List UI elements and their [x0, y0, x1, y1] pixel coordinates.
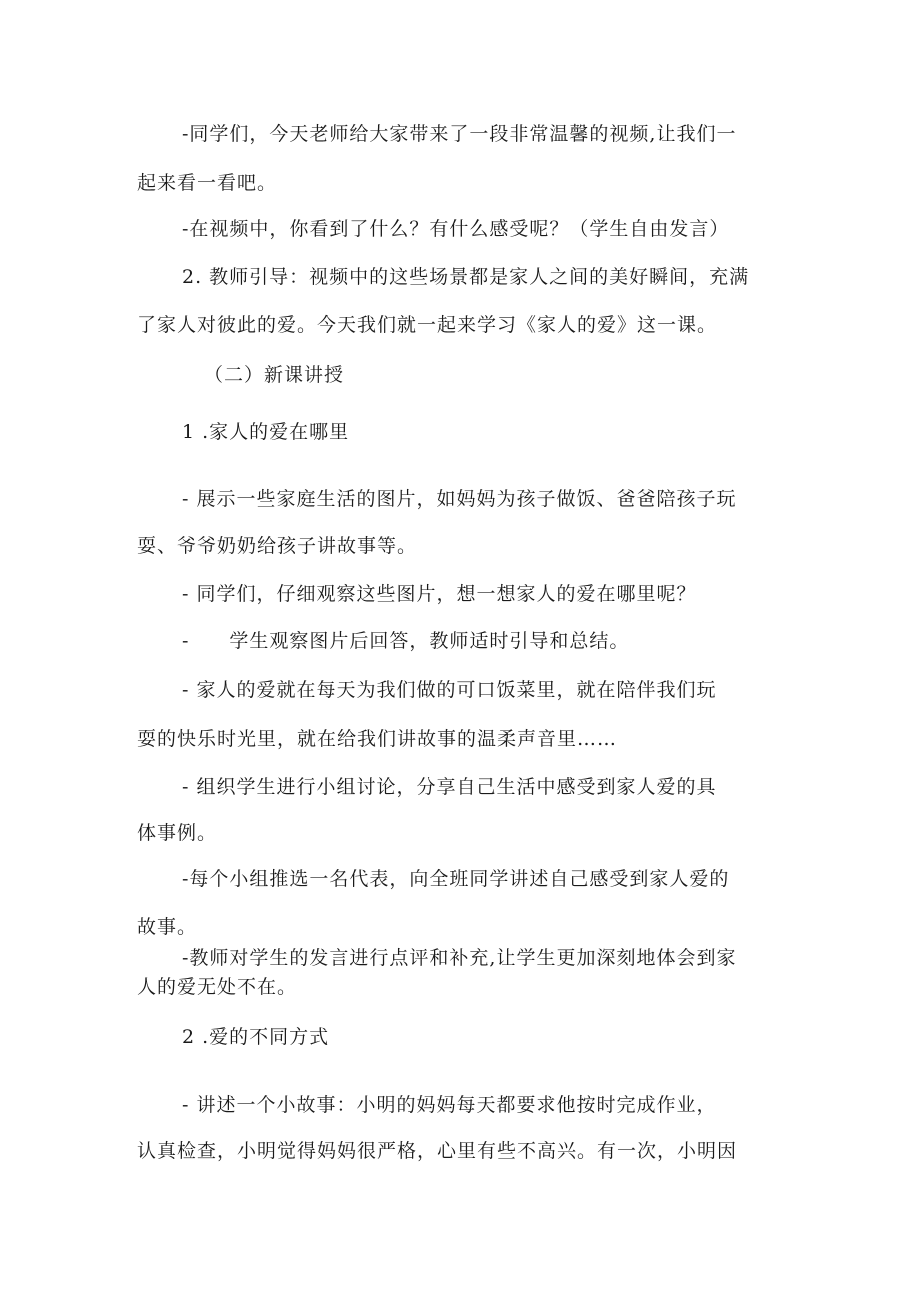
section-heading: （二）新课讲授: [204, 364, 345, 386]
paragraph-line: 体事例。: [137, 822, 218, 844]
paragraph-line: - 展示一些家庭生活的图片，如妈妈为孩子做饭、爸爸陪孩子玩: [182, 488, 737, 510]
paragraph-line: 故事。: [137, 916, 198, 938]
paragraph-line: 耍的快乐时光里，就在给我们讲故事的温柔声音里……: [137, 728, 618, 750]
subsection-heading: 1 .家人的爱在哪里: [182, 421, 350, 443]
paragraph-line: 认真检查，小明觉得妈妈很严格，心里有些不高兴。有一次，小明因: [137, 1140, 738, 1162]
paragraph-line: - 家人的爱就在每天为我们做的可口饭菜里，就在陪伴我们玩: [182, 679, 717, 701]
paragraph-line: 了家人对彼此的爱。今天我们就一起来学习《家人的爱》这一课。: [137, 314, 718, 336]
paragraph-line: -教师对学生的发言进行点评和补充,让学生更加深刻地体会到家: [182, 947, 737, 969]
paragraph-line: -每个小组推选一名代表，向全班同学讲述自己感受到家人爱的: [182, 868, 730, 890]
step-heading: 2. 教师引导：视频中的这些场景都是家人之间的美好瞬间，充满: [182, 266, 750, 288]
paragraph-line: - 组织学生进行小组讨论，分享自己生活中感受到家人爱的具: [182, 776, 717, 798]
paragraph-line: -同学们，今天老师给大家带来了一段非常温馨的视频,让我们一: [182, 123, 737, 145]
paragraph-line: 耍、爷爷奶奶给孩子讲故事等。: [137, 535, 418, 557]
paragraph-line: - 讲述一个小故事：小明的妈妈每天都要求他按时完成作业，: [182, 1094, 717, 1116]
paragraph-line: - 学生观察图片后回答，教师适时引导和总结。: [182, 630, 630, 652]
paragraph-line: -在视频中，你看到了什么？有什么感受呢？（学生自由发言）: [182, 218, 730, 240]
paragraph-line: 起来看一看吧。: [137, 172, 278, 194]
paragraph-line: 人的爱无处不在。: [137, 976, 298, 998]
paragraph-line: - 同学们，仔细观察这些图片，想一想家人的爱在哪里呢？: [182, 583, 697, 605]
subsection-heading: 2 .爱的不同方式: [182, 1026, 330, 1048]
